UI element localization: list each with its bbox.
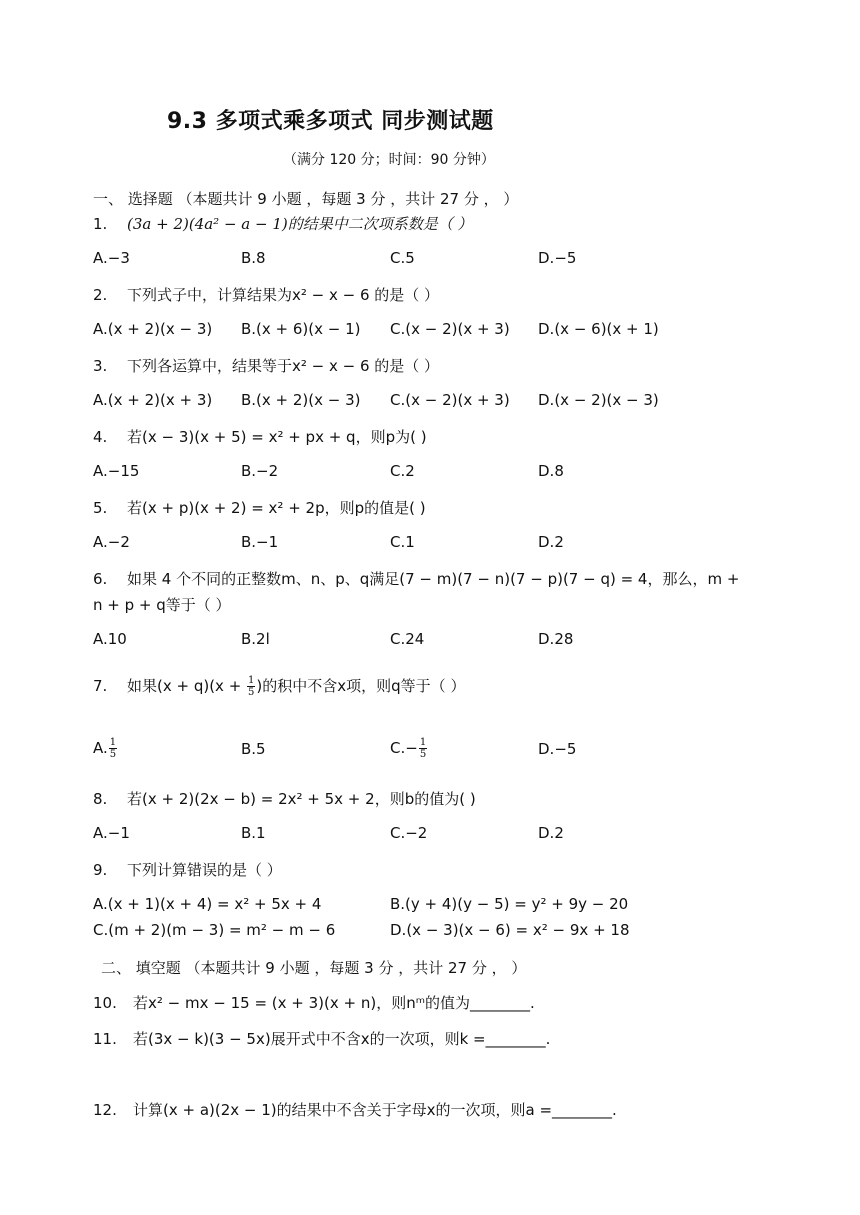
question-number: 10. xyxy=(93,994,117,1012)
option-b: B.−2 xyxy=(241,462,279,480)
fraction: $\frac{1}{5}$ xyxy=(109,737,117,760)
question-stem: 下列各运算中，结果等于x² − x − 6 的是（ ） xyxy=(127,357,440,375)
option-c: C.(m + 2)(m − 3) = m² − m − 6 xyxy=(93,921,336,939)
option-b: B.2l xyxy=(241,630,270,648)
question-stem: 若(x − 3)(x + 5) = x² + px + q，则p为( ) xyxy=(127,428,427,446)
section-heading-fill: 二、 填空题 （本题共计 9 小题 ，每题 3 分 ，共计 27 分 ， ） xyxy=(101,959,527,977)
question-1 xyxy=(93,213,473,234)
fraction: $\frac{1}{5}$ xyxy=(248,675,255,698)
page-subtitle: （满分 120 分；时间：90 分钟） xyxy=(283,152,495,168)
question-5 xyxy=(93,497,426,518)
question-number: 1. xyxy=(93,215,108,233)
option-c: C.− $\frac{1}{5}$ xyxy=(390,737,427,760)
question-stem: 如果 4 个不同的正整数m、n、p、q满足(7 − m)(7 − n)(7 − p)(7 − q) = 4，那么，m + xyxy=(127,570,740,588)
question-stem: 下列式子中，计算结果为x² − x − 6 的是（ ） xyxy=(127,286,440,304)
option-a: A.(x + 2)(x − 3) xyxy=(93,320,213,338)
question-number: 4. xyxy=(93,428,108,446)
question-number: 8. xyxy=(93,790,108,808)
option-d: D.8 xyxy=(538,462,564,480)
option-a: A. $\frac{1}{5}$ xyxy=(93,737,117,760)
page-title: 9.3 多项式乘多项式 同步测试题 xyxy=(167,109,494,134)
option-b: B.1 xyxy=(241,824,266,842)
option-c: C.2 xyxy=(390,462,415,480)
section-heading-choice: 一、 选择题 （本题共计 9 小题 ，每题 3 分 ，共计 27 分 ， ） xyxy=(93,190,519,208)
fraction: $\frac{1}{5}$ xyxy=(419,737,427,760)
option-a: A.10 xyxy=(93,630,127,648)
option-c: C.(x − 2)(x + 3) xyxy=(390,391,510,409)
question-2 xyxy=(93,284,439,305)
question-stem: (3a + 2)(4a² − a − 1)的结果中二次项系数是（ ） xyxy=(127,215,473,233)
question-number: 12. xyxy=(93,1101,117,1119)
question-number: 7. xyxy=(93,677,108,695)
option-b: B.5 xyxy=(241,740,266,758)
option-c: C.5 xyxy=(390,249,415,267)
option-c: C.−2 xyxy=(390,824,428,842)
question-3 xyxy=(93,355,439,376)
question-6 xyxy=(93,568,739,589)
option-c: C.(x − 2)(x + 3) xyxy=(390,320,510,338)
question-number: 5. xyxy=(93,499,108,517)
question-10 xyxy=(93,992,535,1013)
question-number: 9. xyxy=(93,861,108,879)
option-b: B.(y + 4)(y − 5) = y² + 9y − 20 xyxy=(390,895,629,913)
question-11 xyxy=(93,1028,550,1049)
option-d: D.28 xyxy=(538,630,574,648)
question-number: 3. xyxy=(93,357,108,375)
question-stem: 下列计算错误的是（ ） xyxy=(127,861,282,879)
option-d: D.−5 xyxy=(538,249,577,267)
option-a: A.−15 xyxy=(93,462,140,480)
option-d: D.2 xyxy=(538,533,564,551)
option-b: B.−1 xyxy=(241,533,279,551)
question-4 xyxy=(93,426,427,447)
question-number: 2. xyxy=(93,286,108,304)
question-number: 11. xyxy=(93,1030,117,1048)
option-d: D.(x − 3)(x − 6) = x² − 9x + 18 xyxy=(390,921,630,939)
question-12 xyxy=(93,1099,617,1120)
question-stem-part1: 如果(x + q)(x + xyxy=(127,677,247,695)
question-stem: 若(x + 2)(2x − b) = 2x² + 5x + 2，则b的值为( ) xyxy=(127,790,476,808)
question-8 xyxy=(93,788,476,809)
question-6-continued: n + p + q等于（ ） xyxy=(93,596,231,614)
option-a: A.(x + 2)(x + 3) xyxy=(93,391,213,409)
question-9 xyxy=(93,859,282,880)
option-c: C.24 xyxy=(390,630,425,648)
question-stem: 计算(x + a)(2x − 1)的结果中不含关于字母x的一次项，则a =________. xyxy=(133,1101,617,1119)
question-stem: 若(3x − k)(3 − 5x)展开式中不含x的一次项，则k =________. xyxy=(133,1030,551,1048)
option-a: A.−3 xyxy=(93,249,130,267)
option-a: A.−2 xyxy=(93,533,130,551)
question-stem: 若(x + p)(x + 2) = x² + 2p，则p的值是( ) xyxy=(127,499,426,517)
option-d: D.(x − 6)(x + 1) xyxy=(538,320,659,338)
option-a: A.(x + 1)(x + 4) = x² + 5x + 4 xyxy=(93,895,322,913)
option-b: B.8 xyxy=(241,249,266,267)
option-a: A.−1 xyxy=(93,824,130,842)
option-d: D.2 xyxy=(538,824,564,842)
option-d: D.−5 xyxy=(538,740,577,758)
option-b: B.(x + 2)(x − 3) xyxy=(241,391,361,409)
question-7 xyxy=(93,675,465,698)
question-stem: 若x² − mx − 15 = (x + 3)(x + n)，则nᵐ的值为________. xyxy=(133,994,535,1012)
option-d: D.(x − 2)(x − 3) xyxy=(538,391,659,409)
option-b: B.(x + 6)(x − 1) xyxy=(241,320,361,338)
option-c: C.1 xyxy=(390,533,415,551)
question-stem-part2: )的积中不含x项，则q等于（ ） xyxy=(256,677,466,695)
question-number: 6. xyxy=(93,570,108,588)
